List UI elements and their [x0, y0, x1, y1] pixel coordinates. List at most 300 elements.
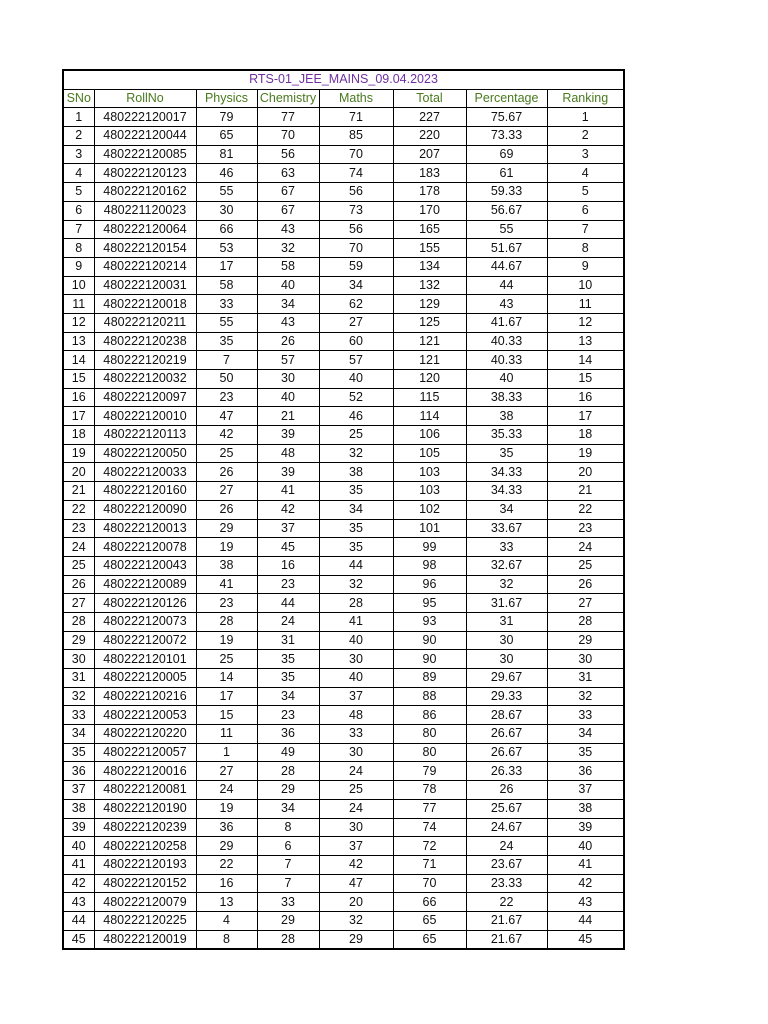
cell-total: 178 — [393, 183, 466, 202]
cell-percentage: 44.67 — [466, 257, 547, 276]
cell-percentage: 32 — [466, 575, 547, 594]
cell-rollno: 480222120214 — [94, 257, 196, 276]
table-row — [63, 556, 624, 575]
sheet-title: RTS-01_JEE_MAINS_09.04.2023 — [63, 70, 624, 89]
cell-physics: 22 — [196, 855, 257, 874]
cell-physics: 17 — [196, 687, 257, 706]
cell-maths: 41 — [319, 612, 393, 631]
cell-total: 80 — [393, 743, 466, 762]
table-row — [63, 799, 624, 818]
cell-physics: 25 — [196, 650, 257, 669]
table-row — [63, 538, 624, 557]
cell-chemistry: 35 — [257, 669, 319, 688]
cell-physics: 47 — [196, 407, 257, 426]
cell-physics: 42 — [196, 426, 257, 445]
cell-chemistry: 34 — [257, 295, 319, 314]
table-row — [63, 930, 624, 949]
cell-percentage: 25.67 — [466, 799, 547, 818]
cell-rollno: 480222120085 — [94, 145, 196, 164]
cell-maths: 48 — [319, 706, 393, 725]
cell-maths: 30 — [319, 818, 393, 837]
cell-rollno: 480222120101 — [94, 650, 196, 669]
cell-total: 79 — [393, 762, 466, 781]
cell-sno: 41 — [63, 855, 94, 874]
cell-chemistry: 23 — [257, 575, 319, 594]
results-sheet — [62, 69, 623, 950]
cell-ranking: 14 — [547, 351, 624, 370]
cell-maths: 25 — [319, 426, 393, 445]
cell-total: 102 — [393, 500, 466, 519]
cell-physics: 25 — [196, 444, 257, 463]
cell-ranking: 22 — [547, 500, 624, 519]
cell-percentage: 75.67 — [466, 108, 547, 127]
cell-physics: 15 — [196, 706, 257, 725]
cell-total: 121 — [393, 351, 466, 370]
cell-percentage: 40.33 — [466, 332, 547, 351]
cell-total: 72 — [393, 837, 466, 856]
cell-total: 71 — [393, 855, 466, 874]
table-row — [63, 911, 624, 930]
cell-sno: 34 — [63, 725, 94, 744]
cell-maths: 28 — [319, 594, 393, 613]
cell-percentage: 35 — [466, 444, 547, 463]
table-row — [63, 575, 624, 594]
cell-total: 90 — [393, 631, 466, 650]
cell-chemistry: 77 — [257, 108, 319, 127]
cell-total: 98 — [393, 556, 466, 575]
cell-ranking: 36 — [547, 762, 624, 781]
cell-rollno: 480222120018 — [94, 295, 196, 314]
cell-maths: 85 — [319, 127, 393, 146]
table-row — [63, 332, 624, 351]
cell-ranking: 34 — [547, 725, 624, 744]
cell-percentage: 26 — [466, 781, 547, 800]
cell-ranking: 13 — [547, 332, 624, 351]
cell-percentage: 26.67 — [466, 743, 547, 762]
cell-sno: 20 — [63, 463, 94, 482]
cell-physics: 53 — [196, 239, 257, 258]
cell-sno: 33 — [63, 706, 94, 725]
cell-maths: 32 — [319, 575, 393, 594]
cell-rollno: 480222120013 — [94, 519, 196, 538]
cell-percentage: 43 — [466, 295, 547, 314]
cell-chemistry: 49 — [257, 743, 319, 762]
cell-ranking: 37 — [547, 781, 624, 800]
cell-total: 96 — [393, 575, 466, 594]
cell-sno: 9 — [63, 257, 94, 276]
cell-maths: 40 — [319, 669, 393, 688]
cell-sno: 17 — [63, 407, 94, 426]
cell-chemistry: 32 — [257, 239, 319, 258]
cell-ranking: 41 — [547, 855, 624, 874]
cell-ranking: 39 — [547, 818, 624, 837]
cell-sno: 26 — [63, 575, 94, 594]
table-row — [63, 108, 624, 127]
cell-total: 114 — [393, 407, 466, 426]
cell-maths: 44 — [319, 556, 393, 575]
cell-total: 134 — [393, 257, 466, 276]
cell-ranking: 17 — [547, 407, 624, 426]
cell-chemistry: 7 — [257, 855, 319, 874]
table-row — [63, 351, 624, 370]
cell-physics: 65 — [196, 127, 257, 146]
cell-total: 227 — [393, 108, 466, 127]
cell-ranking: 12 — [547, 313, 624, 332]
cell-chemistry: 34 — [257, 687, 319, 706]
cell-maths: 24 — [319, 762, 393, 781]
cell-sno: 18 — [63, 426, 94, 445]
cell-chemistry: 6 — [257, 837, 319, 856]
table-row — [63, 874, 624, 893]
cell-percentage: 21.67 — [466, 930, 547, 949]
cell-rollno: 480222120016 — [94, 762, 196, 781]
cell-physics: 4 — [196, 911, 257, 930]
cell-maths: 52 — [319, 388, 393, 407]
cell-maths: 25 — [319, 781, 393, 800]
cell-sno: 16 — [63, 388, 94, 407]
cell-physics: 11 — [196, 725, 257, 744]
cell-maths: 73 — [319, 201, 393, 220]
cell-percentage: 22 — [466, 893, 547, 912]
cell-chemistry: 24 — [257, 612, 319, 631]
cell-rollno: 480222120193 — [94, 855, 196, 874]
cell-sno: 15 — [63, 370, 94, 389]
table-row — [63, 519, 624, 538]
cell-physics: 23 — [196, 388, 257, 407]
cell-rollno: 480222120044 — [94, 127, 196, 146]
cell-chemistry: 29 — [257, 911, 319, 930]
cell-rollno: 480222120152 — [94, 874, 196, 893]
cell-chemistry: 39 — [257, 426, 319, 445]
cell-percentage: 38.33 — [466, 388, 547, 407]
cell-sno: 24 — [63, 538, 94, 557]
table-row — [63, 893, 624, 912]
cell-percentage: 31 — [466, 612, 547, 631]
cell-sno: 28 — [63, 612, 94, 631]
cell-total: 88 — [393, 687, 466, 706]
cell-total: 80 — [393, 725, 466, 744]
cell-sno: 30 — [63, 650, 94, 669]
cell-sno: 21 — [63, 482, 94, 501]
table-row — [63, 594, 624, 613]
table-row — [63, 426, 624, 445]
cell-maths: 57 — [319, 351, 393, 370]
cell-maths: 56 — [319, 220, 393, 239]
cell-total: 207 — [393, 145, 466, 164]
column-header-rollno: RollNo — [94, 89, 196, 108]
cell-chemistry: 63 — [257, 164, 319, 183]
cell-physics: 8 — [196, 930, 257, 949]
table-row — [63, 220, 624, 239]
cell-percentage: 61 — [466, 164, 547, 183]
cell-sno: 7 — [63, 220, 94, 239]
cell-maths: 46 — [319, 407, 393, 426]
cell-chemistry: 58 — [257, 257, 319, 276]
cell-chemistry: 57 — [257, 351, 319, 370]
cell-maths: 40 — [319, 370, 393, 389]
cell-ranking: 20 — [547, 463, 624, 482]
cell-maths: 47 — [319, 874, 393, 893]
cell-chemistry: 29 — [257, 781, 319, 800]
cell-percentage: 41.67 — [466, 313, 547, 332]
cell-physics: 29 — [196, 837, 257, 856]
cell-rollno: 480222120031 — [94, 276, 196, 295]
cell-ranking: 15 — [547, 370, 624, 389]
column-header-percentage: Percentage — [466, 89, 547, 108]
cell-sno: 43 — [63, 893, 94, 912]
cell-total: 66 — [393, 893, 466, 912]
cell-rollno: 480222120081 — [94, 781, 196, 800]
cell-chemistry: 8 — [257, 818, 319, 837]
cell-rollno: 480222120089 — [94, 575, 196, 594]
cell-rollno: 480222120113 — [94, 426, 196, 445]
cell-maths: 20 — [319, 893, 393, 912]
cell-ranking: 16 — [547, 388, 624, 407]
cell-physics: 24 — [196, 781, 257, 800]
cell-sno: 31 — [63, 669, 94, 688]
cell-ranking: 32 — [547, 687, 624, 706]
cell-total: 101 — [393, 519, 466, 538]
table-row — [63, 127, 624, 146]
cell-sno: 44 — [63, 911, 94, 930]
table-row — [63, 482, 624, 501]
cell-ranking: 5 — [547, 183, 624, 202]
cell-sno: 39 — [63, 818, 94, 837]
column-header-ranking: Ranking — [547, 89, 624, 108]
cell-sno: 8 — [63, 239, 94, 258]
cell-ranking: 21 — [547, 482, 624, 501]
cell-rollno: 480222120211 — [94, 313, 196, 332]
results-table — [62, 69, 625, 950]
cell-percentage: 30 — [466, 650, 547, 669]
cell-physics: 55 — [196, 313, 257, 332]
table-row — [63, 612, 624, 631]
cell-chemistry: 70 — [257, 127, 319, 146]
cell-percentage: 29.67 — [466, 669, 547, 688]
cell-sno: 1 — [63, 108, 94, 127]
cell-total: 65 — [393, 930, 466, 949]
cell-sno: 11 — [63, 295, 94, 314]
table-row — [63, 370, 624, 389]
cell-rollno: 480222120072 — [94, 631, 196, 650]
cell-total: 106 — [393, 426, 466, 445]
cell-percentage: 32.67 — [466, 556, 547, 575]
cell-chemistry: 40 — [257, 276, 319, 295]
cell-ranking: 29 — [547, 631, 624, 650]
cell-rollno: 480221120023 — [94, 201, 196, 220]
cell-rollno: 480222120010 — [94, 407, 196, 426]
table-row — [63, 183, 624, 202]
cell-chemistry: 34 — [257, 799, 319, 818]
cell-rollno: 480222120239 — [94, 818, 196, 837]
cell-rollno: 480222120005 — [94, 669, 196, 688]
cell-physics: 26 — [196, 463, 257, 482]
cell-maths: 60 — [319, 332, 393, 351]
cell-maths: 37 — [319, 687, 393, 706]
cell-ranking: 35 — [547, 743, 624, 762]
cell-total: 93 — [393, 612, 466, 631]
table-row — [63, 781, 624, 800]
cell-ranking: 24 — [547, 538, 624, 557]
cell-total: 90 — [393, 650, 466, 669]
cell-physics: 1 — [196, 743, 257, 762]
cell-chemistry: 56 — [257, 145, 319, 164]
table-row — [63, 855, 624, 874]
cell-maths: 42 — [319, 855, 393, 874]
cell-percentage: 23.33 — [466, 874, 547, 893]
cell-ranking: 42 — [547, 874, 624, 893]
cell-ranking: 44 — [547, 911, 624, 930]
table-row — [63, 631, 624, 650]
cell-rollno: 480222120017 — [94, 108, 196, 127]
cell-sno: 45 — [63, 930, 94, 949]
cell-rollno: 480222120126 — [94, 594, 196, 613]
cell-total: 65 — [393, 911, 466, 930]
cell-sno: 36 — [63, 762, 94, 781]
cell-physics: 41 — [196, 575, 257, 594]
cell-physics: 13 — [196, 893, 257, 912]
cell-total: 99 — [393, 538, 466, 557]
cell-rollno: 480222120097 — [94, 388, 196, 407]
table-row — [63, 743, 624, 762]
cell-percentage: 34.33 — [466, 463, 547, 482]
cell-chemistry: 16 — [257, 556, 319, 575]
cell-rollno: 480222120079 — [94, 893, 196, 912]
cell-percentage: 24.67 — [466, 818, 547, 837]
cell-sno: 4 — [63, 164, 94, 183]
table-row — [63, 164, 624, 183]
cell-percentage: 56.67 — [466, 201, 547, 220]
cell-sno: 3 — [63, 145, 94, 164]
cell-maths: 34 — [319, 500, 393, 519]
cell-chemistry: 43 — [257, 220, 319, 239]
cell-maths: 38 — [319, 463, 393, 482]
cell-physics: 26 — [196, 500, 257, 519]
cell-maths: 30 — [319, 743, 393, 762]
cell-physics: 38 — [196, 556, 257, 575]
cell-total: 103 — [393, 482, 466, 501]
cell-rollno: 480222120019 — [94, 930, 196, 949]
cell-chemistry: 26 — [257, 332, 319, 351]
cell-percentage: 59.33 — [466, 183, 547, 202]
column-header-sno: SNo — [63, 89, 94, 108]
cell-ranking: 6 — [547, 201, 624, 220]
cell-sno: 14 — [63, 351, 94, 370]
cell-physics: 19 — [196, 538, 257, 557]
header-row — [63, 89, 624, 108]
cell-maths: 62 — [319, 295, 393, 314]
column-header-chemistry: Chemistry — [257, 89, 319, 108]
cell-ranking: 10 — [547, 276, 624, 295]
table-row — [63, 276, 624, 295]
cell-total: 115 — [393, 388, 466, 407]
cell-total: 132 — [393, 276, 466, 295]
cell-ranking: 2 — [547, 127, 624, 146]
cell-maths: 40 — [319, 631, 393, 650]
cell-physics: 58 — [196, 276, 257, 295]
cell-total: 183 — [393, 164, 466, 183]
cell-percentage: 29.33 — [466, 687, 547, 706]
cell-maths: 70 — [319, 239, 393, 258]
cell-ranking: 7 — [547, 220, 624, 239]
cell-chemistry: 21 — [257, 407, 319, 426]
cell-chemistry: 48 — [257, 444, 319, 463]
cell-percentage: 55 — [466, 220, 547, 239]
table-row — [63, 463, 624, 482]
cell-sno: 32 — [63, 687, 94, 706]
cell-chemistry: 7 — [257, 874, 319, 893]
cell-chemistry: 28 — [257, 930, 319, 949]
cell-rollno: 480222120160 — [94, 482, 196, 501]
cell-sno: 27 — [63, 594, 94, 613]
cell-sno: 29 — [63, 631, 94, 650]
table-row — [63, 762, 624, 781]
cell-chemistry: 35 — [257, 650, 319, 669]
cell-chemistry: 36 — [257, 725, 319, 744]
cell-physics: 81 — [196, 145, 257, 164]
cell-total: 120 — [393, 370, 466, 389]
cell-rollno: 480222120090 — [94, 500, 196, 519]
cell-percentage: 33 — [466, 538, 547, 557]
cell-maths: 29 — [319, 930, 393, 949]
cell-rollno: 480222120123 — [94, 164, 196, 183]
cell-percentage: 44 — [466, 276, 547, 295]
cell-physics: 14 — [196, 669, 257, 688]
cell-physics: 17 — [196, 257, 257, 276]
cell-ranking: 19 — [547, 444, 624, 463]
cell-percentage: 24 — [466, 837, 547, 856]
cell-chemistry: 41 — [257, 482, 319, 501]
cell-ranking: 23 — [547, 519, 624, 538]
cell-physics: 33 — [196, 295, 257, 314]
cell-percentage: 23.67 — [466, 855, 547, 874]
cell-ranking: 26 — [547, 575, 624, 594]
cell-rollno: 480222120216 — [94, 687, 196, 706]
cell-chemistry: 28 — [257, 762, 319, 781]
column-header-total: Total — [393, 89, 466, 108]
cell-chemistry: 31 — [257, 631, 319, 650]
cell-ranking: 31 — [547, 669, 624, 688]
cell-percentage: 21.67 — [466, 911, 547, 930]
cell-sno: 2 — [63, 127, 94, 146]
cell-physics: 36 — [196, 818, 257, 837]
cell-percentage: 34.33 — [466, 482, 547, 501]
table-body — [63, 108, 624, 949]
cell-total: 170 — [393, 201, 466, 220]
cell-total: 105 — [393, 444, 466, 463]
cell-rollno: 480222120050 — [94, 444, 196, 463]
cell-maths: 34 — [319, 276, 393, 295]
cell-chemistry: 44 — [257, 594, 319, 613]
table-row — [63, 407, 624, 426]
cell-ranking: 40 — [547, 837, 624, 856]
cell-ranking: 25 — [547, 556, 624, 575]
cell-total: 78 — [393, 781, 466, 800]
cell-physics: 16 — [196, 874, 257, 893]
cell-percentage: 28.67 — [466, 706, 547, 725]
cell-rollno: 480222120238 — [94, 332, 196, 351]
cell-rollno: 480222120032 — [94, 370, 196, 389]
cell-percentage: 40.33 — [466, 351, 547, 370]
cell-maths: 35 — [319, 482, 393, 501]
cell-chemistry: 42 — [257, 500, 319, 519]
cell-total: 95 — [393, 594, 466, 613]
cell-maths: 27 — [319, 313, 393, 332]
cell-sno: 35 — [63, 743, 94, 762]
cell-total: 86 — [393, 706, 466, 725]
cell-rollno: 480222120043 — [94, 556, 196, 575]
cell-maths: 59 — [319, 257, 393, 276]
